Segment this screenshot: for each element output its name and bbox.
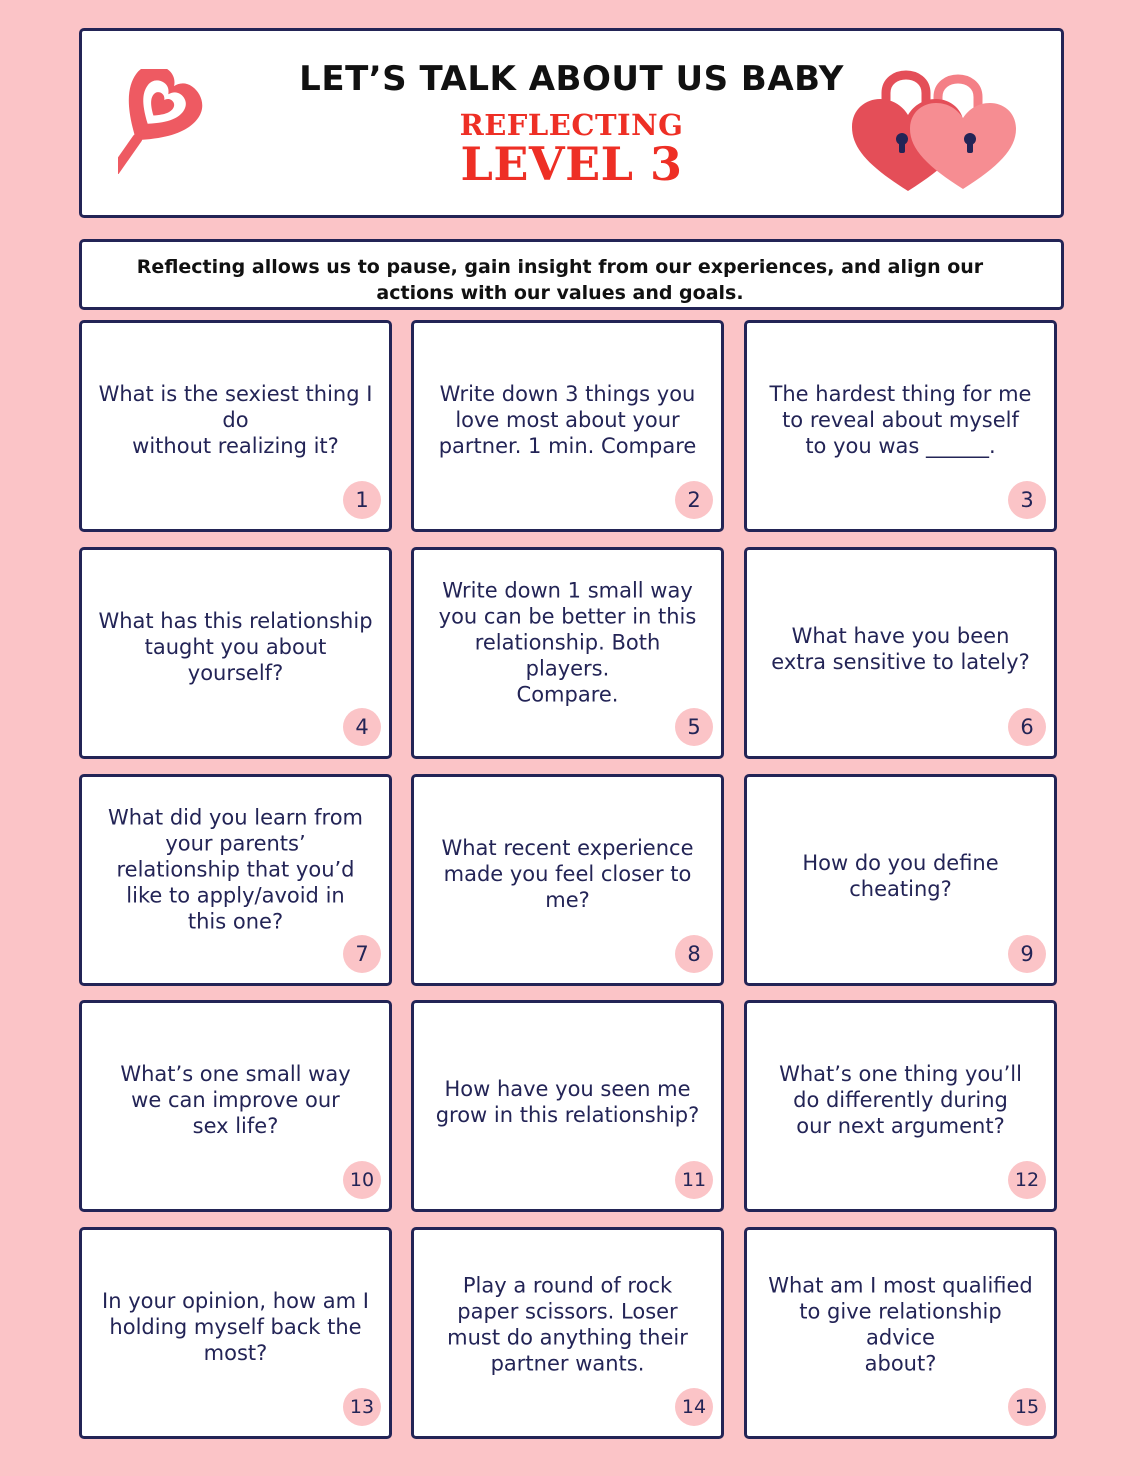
question-line: Play a round of rock	[462, 1273, 673, 1298]
question-line: without realizing it?	[132, 433, 339, 458]
question-card	[744, 320, 1057, 532]
card-number-badge: 1	[343, 481, 381, 519]
question-text	[430, 381, 705, 459]
question-line: love most about your	[455, 407, 680, 432]
question-card	[744, 1227, 1057, 1439]
question-line: How do you define	[802, 850, 999, 875]
card-number-badge: 10	[343, 1161, 381, 1199]
question-line: our next argument?	[796, 1113, 1005, 1138]
card-number-badge: 15	[1008, 1388, 1046, 1426]
question-text	[763, 1061, 1038, 1139]
question-line: sex life?	[192, 1113, 279, 1138]
question-line: partner wants.	[490, 1351, 645, 1376]
question-line: What’s one small way	[120, 1061, 351, 1086]
card-number-badge: 8	[675, 935, 713, 973]
question-text	[763, 623, 1038, 675]
question-line: The hardest thing for me	[769, 381, 1032, 406]
question-line: relationship. Both players.	[474, 630, 661, 681]
question-card	[79, 774, 392, 986]
intro-box	[79, 239, 1064, 310]
intro-line-1: Reflecting allows us to pause, gain insight from our experiences, and align our	[136, 256, 984, 278]
question-line: your parents’	[165, 831, 306, 856]
question-text	[430, 835, 705, 913]
question-card	[79, 547, 392, 759]
question-card	[411, 320, 724, 532]
question-line: In your opinion, how am I	[102, 1288, 369, 1313]
question-card	[411, 774, 724, 986]
question-line: What recent experience	[441, 835, 694, 860]
section-subtitle: REFLECTING	[459, 108, 684, 142]
question-card	[79, 1227, 392, 1439]
question-text	[763, 1273, 1038, 1377]
question-line: to reveal about myself	[782, 407, 1019, 432]
question-line: What am I most qualified	[768, 1273, 1033, 1298]
question-text	[430, 1273, 705, 1377]
question-card	[79, 1000, 392, 1212]
question-card	[411, 1227, 724, 1439]
page-title: LET’S TALK ABOUT US BABY	[299, 59, 844, 99]
question-card	[79, 320, 392, 532]
question-line: taught you about yourself?	[144, 634, 327, 685]
question-line: relationship that you’d	[116, 857, 355, 882]
card-number-badge: 7	[343, 935, 381, 973]
card-number-badge: 5	[675, 708, 713, 746]
question-text	[763, 850, 1038, 902]
question-line: most?	[203, 1340, 268, 1365]
intro-text	[100, 254, 1020, 306]
question-line: Write down 3 things you	[439, 381, 696, 406]
question-card	[411, 1000, 724, 1212]
question-text	[98, 1061, 373, 1139]
card-number-badge: 13	[343, 1388, 381, 1426]
question-line: grow in this relationship?	[435, 1102, 700, 1127]
question-line: you can be better in this	[438, 604, 697, 629]
question-line: partner. 1 min. Compare	[438, 433, 697, 458]
question-card	[744, 774, 1057, 986]
question-line: What did you learn from	[107, 805, 364, 830]
card-number-badge: 6	[1008, 708, 1046, 746]
card-number-badge: 12	[1008, 1161, 1046, 1199]
card-number-badge: 9	[1008, 935, 1046, 973]
question-card	[411, 547, 724, 759]
card-number-badge: 14	[675, 1388, 713, 1426]
question-line: to you was ______.	[805, 433, 996, 458]
intro-line-2: actions with our values and goals.	[376, 282, 744, 304]
question-card	[744, 1000, 1057, 1212]
question-line: made you feel closer to	[443, 861, 692, 886]
question-line: must do anything their	[447, 1325, 688, 1350]
question-line: this one?	[187, 909, 284, 934]
header-banner	[79, 28, 1064, 218]
heart-padlocks-icon	[848, 63, 1028, 193]
question-line: do differently during	[793, 1087, 1008, 1112]
question-text	[98, 381, 373, 459]
question-line: we can improve our	[131, 1087, 340, 1112]
question-line: to give relationship advice	[799, 1299, 1002, 1350]
question-line: What has this relationship	[98, 608, 373, 633]
card-number-badge: 2	[675, 481, 713, 519]
level-label: LEVEL 3	[460, 137, 683, 191]
card-number-badge: 3	[1008, 481, 1046, 519]
question-text	[98, 608, 373, 686]
question-line: What have you been	[791, 623, 1010, 648]
question-text	[430, 578, 705, 708]
question-line: paper scissors. Loser	[457, 1299, 678, 1324]
question-text	[430, 1076, 705, 1128]
question-line: How have you seen me	[444, 1076, 691, 1101]
question-card	[744, 547, 1057, 759]
question-line: holding myself back the	[109, 1314, 362, 1339]
question-line: cheating?	[849, 876, 952, 901]
question-line: What’s one thing you’ll	[779, 1061, 1022, 1086]
question-line: Write down 1 small way	[442, 578, 693, 603]
question-line: about?	[864, 1351, 937, 1376]
question-line: Compare.	[516, 682, 619, 707]
question-text	[98, 805, 373, 935]
question-line: like to apply/avoid in	[126, 883, 345, 908]
card-number-badge: 11	[675, 1161, 713, 1199]
question-text	[763, 381, 1038, 459]
question-line: What is the sexiest thing I do	[98, 381, 373, 432]
question-line: extra sensitive to lately?	[771, 649, 1030, 674]
question-line: me?	[545, 887, 590, 912]
question-text	[98, 1288, 373, 1366]
card-number-badge: 4	[343, 708, 381, 746]
